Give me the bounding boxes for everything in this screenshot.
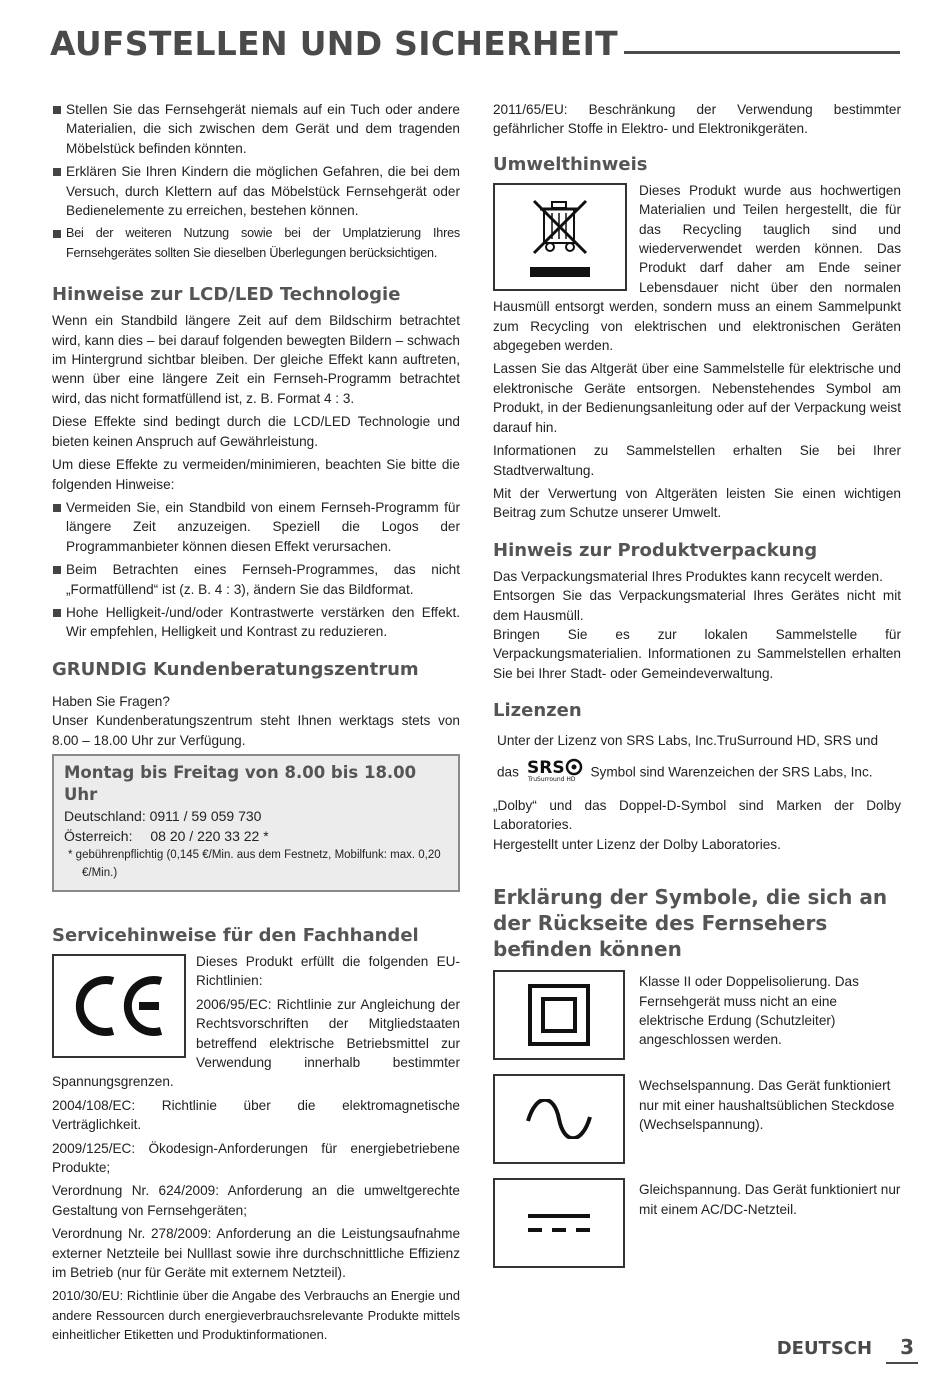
lcd-paragraph: Diese Effekte sind bedingt durch die LCD/LED Technologie und bieten keinen Anspruch auf Gewährleistung. bbox=[52, 414, 460, 449]
hotline-footnote: * gebührenpflichtig (0,145 €/Min. aus dem Festnetz, Mobilfunk: max. 0,20 €/Min.) bbox=[68, 848, 441, 879]
lcd-heading: Hinweise zur LCD/LED Technologie bbox=[52, 284, 401, 306]
service-intro: Dieses Produkt erfüllt die folgenden EU-Richtlinien: bbox=[196, 953, 460, 989]
symbol-row bbox=[493, 970, 901, 1060]
lizenzen-heading: Lizenzen bbox=[493, 700, 582, 722]
hotline-austria-label: Österreich: bbox=[64, 827, 133, 844]
directive-item: 2006/95/EC: Richtlinie zur Angleichung der Rechtsvorschriften der Mitgliedstaaten betreffend elektrische Betriebsmittel zur Verwendung innerhalb bestimmter Spannungsgrenzen. bbox=[52, 996, 460, 1090]
footer-language: DEUTSCH bbox=[776, 1338, 873, 1359]
weee-bar-icon bbox=[530, 267, 590, 277]
service-heading: Servicehinweise für den Fachhandel bbox=[52, 924, 419, 946]
license-paragraph: „Dolby“ und das Doppel-D-Symbol sind Marken der Dolby Laboratories. bbox=[493, 797, 901, 833]
bullet-square-icon bbox=[53, 609, 61, 617]
svg-text:TruSurround HD: TruSurround HD bbox=[527, 775, 576, 783]
symbol-description: Gleichspannung. Das Gerät funktioniert nur mit einem AC/DC-Netzteil. bbox=[639, 1182, 901, 1217]
grundig-heading: GRUNDIG Kundenberatungszentrum bbox=[52, 658, 419, 680]
umwelt-paragraph: Lassen Sie das Altgerät über eine Sammelstelle für elektrische und elektronische Geräte entsorgen. Nebenstehendes Symbol am Produkt, in der Bedienungsanleitung oder auf der Verpackung weist darauf hin. bbox=[493, 361, 901, 435]
direct-current-icon bbox=[493, 1178, 625, 1268]
directive-item: 2011/65/EU: Beschränkung der Verwendung bestimmter gefährlicher Stoffe in Elektro- und Elektronikgeräten. bbox=[493, 102, 901, 137]
srs-logo-icon bbox=[527, 757, 583, 788]
license-paragraph: Hergestellt unter Lizenz der Dolby Laboratories. bbox=[493, 836, 781, 852]
list-item: Hohe Helligkeit-/und/oder Kontrastwerte verstärken den Effekt. Wir empfehlen, Helligkeit und Kontrast zu reduzieren. bbox=[52, 603, 460, 642]
hotline-austria bbox=[64, 826, 448, 846]
hotline-box bbox=[52, 754, 460, 892]
symbol-row bbox=[493, 1178, 901, 1268]
right-column bbox=[493, 100, 901, 1282]
license-paragraph: Unter der Lizenz von SRS Labs, Inc.TruSurround HD, SRS und bbox=[497, 733, 879, 749]
left-column bbox=[52, 100, 460, 1349]
directive-item: Verordnung Nr. 624/2009: Anforderung an die umweltgerechte Gestaltung von Fernsehgeräten; bbox=[52, 1183, 460, 1218]
verpackung-paragraph: Bringen Sie es zur lokalen Sammelstelle für Verpackungsmaterialien. Informationen zu Sammelstellen erhalten Sie bei Ihrer Stadt- oder Gemeindeverwaltung. bbox=[493, 626, 901, 681]
list-item: Stellen Sie das Fernsehgerät niemals auf ein Tuch oder andere Materialien, die sich zwischen dem Gerät und dem tragenden Möbelstück befinden könnten. bbox=[52, 100, 460, 158]
verpackung-heading: Hinweis zur Produktverpackung bbox=[493, 539, 818, 561]
umwelt-heading: Umwelthinweis bbox=[493, 153, 648, 175]
directive-item: Verordnung Nr. 278/2009: Anforderung an die Leistungsaufnahme externer Netzteile bei Nulllast sowie ihre durchschnittliche Effizienz im Betrieb (nur für Geräte mit externem Netzteil). bbox=[52, 1226, 460, 1281]
umwelt-paragraph: Dieses Produkt wurde aus hochwertigen Materialien und Teilen hergestellt, die für das Recycling tauglich sind und wiederverwendet werden können. Das Produkt darf daher am Ende seiner Lebensdauer nicht über den normalen Hausmüll entsorgt werden, sondern muss an einem Sammelpunkt zum Recycling von elektrischen und elektronischen Geräten abgegeben werden. bbox=[493, 182, 901, 354]
list-item: Bei der weiteren Nutzung sowie bei der Umplatzierung Ihres Fernsehgerätes sollten Sie dieselben Überlegungen berücksichtigen. bbox=[52, 224, 460, 263]
bullet-square-icon bbox=[53, 168, 61, 176]
symbol-description: Klasse II oder Doppelisolierung. Das Fernsehgerät muss nicht an eine elektrische Erdung (Schutzleiter) angeschlossen werden. bbox=[639, 974, 859, 1048]
directive-item: 2009/125/EC: Ökodesign-Anforderungen für energiebetriebene Produkte; bbox=[52, 1140, 460, 1176]
directive-item: 2010/30/EU: Richtlinie über die Angabe des Verbrauchs an Energie und andere Ressourcen durch energieverbrauchsrelevante Produkte mittels einheitlicher Etiketten und Produktinformationen. bbox=[52, 1288, 460, 1343]
hotline-austria-number: 08 20 / 220 33 22 * bbox=[150, 827, 269, 844]
grundig-hours: Unser Kundenberatungszentrum steht Ihnen werktags stets von 8.00 – 18.00 Uhr zur Verfügung. bbox=[52, 713, 460, 748]
verpackung-paragraph: Entsorgen Sie das Verpackungsmaterial Ihres Gerätes nicht mit dem Hausmüll. bbox=[493, 588, 901, 623]
hotline-title: Montag bis Freitag von 8.00 bis 18.00 Uhr bbox=[64, 762, 417, 804]
grundig-question: Haben Sie Fragen? bbox=[52, 693, 170, 709]
symbol-row bbox=[493, 1074, 901, 1164]
hotline-germany: Deutschland: 0911 / 59 059 730 bbox=[64, 807, 262, 824]
umwelt-section bbox=[493, 181, 901, 523]
lcd-paragraph: Wenn ein Standbild längere Zeit auf dem Bildschirm betrachtet wird, kann dies – bei darauf folgenden bewegten Bildern – schwach im Hintergrund sichtbar bleiben. Der gleiche Effekt kann auftreten, wenn über eine längere Zeit ein Fernseh-Programm betrachtet wird, das nicht formatfüllend ist, z. B. Format 4 : 3. bbox=[52, 313, 460, 406]
bullet-square-icon bbox=[53, 230, 61, 238]
bullet-square-icon bbox=[53, 504, 61, 512]
verpackung-paragraph: Das Verpackungsmaterial Ihres Produktes kann recycelt werden. bbox=[493, 568, 883, 584]
page-title bbox=[50, 20, 900, 64]
list-item: Beim Betrachten eines Fernseh-Programmes, das nicht „Formatfüllend“ ist (z. B. 4 : 3), ändern Sie das Bildformat. bbox=[52, 560, 460, 599]
svg-text:SRS: SRS bbox=[526, 757, 565, 778]
symbol-description: Wechselspannung. Das Gerät funktioniert nur mit einer haushaltsüblichen Steckdose (Wechselspannung). bbox=[639, 1078, 895, 1132]
double-insulation-icon bbox=[493, 970, 625, 1060]
page-footer bbox=[777, 1332, 918, 1364]
service-section bbox=[52, 952, 460, 1345]
ce-mark-icon bbox=[52, 954, 186, 1058]
page-title-text: AUFSTELLEN UND SICHERHEIT bbox=[50, 24, 618, 63]
list-item: Vermeiden Sie, ein Standbild von einem Fernseh-Programm für längere Zeit anzuzeigen. Speziell die Logos der Programmanbieter können diesen Effekt verursachen. bbox=[52, 498, 460, 556]
list-item: Erklären Sie Ihren Kindern die möglichen Gefahren, die bei dem Versuch, durch Klettern auf das Möbelstück Fernsehgerät oder Bedienelemente zu erreichen, bestehen können. bbox=[52, 162, 460, 220]
umwelt-paragraph: Informationen zu Sammelstellen erhalten Sie bei Ihrer Stadtverwaltung. bbox=[493, 443, 901, 478]
lcd-paragraph: Um diese Effekte zu vermeiden/minimieren, beachten Sie bitte die folgenden Hinweise: bbox=[52, 457, 460, 492]
umwelt-paragraph: Mit der Verwertung von Altgeräten leisten Sie einen wichtigen Beitrag zum Schutze unserer Umwelt. bbox=[493, 485, 901, 521]
bullet-square-icon bbox=[53, 106, 61, 114]
alternating-current-icon bbox=[493, 1074, 625, 1164]
bullet-square-icon bbox=[53, 566, 61, 574]
page-number: 3 bbox=[886, 1332, 918, 1364]
directive-item: 2004/108/EC: Richtlinie über die elektromagnetische Verträglichkeit. bbox=[52, 1097, 460, 1133]
title-rule bbox=[624, 51, 900, 54]
license-srs-line: das SRS TruSurround HD Symbol sind Warenzeichen der SRS Labs, Inc. bbox=[493, 757, 901, 788]
weee-crossed-bin-icon bbox=[493, 183, 627, 291]
symbole-heading: Erklärung der Symbole, die sich an der Rückseite des Fernsehers befinden können bbox=[493, 885, 888, 962]
